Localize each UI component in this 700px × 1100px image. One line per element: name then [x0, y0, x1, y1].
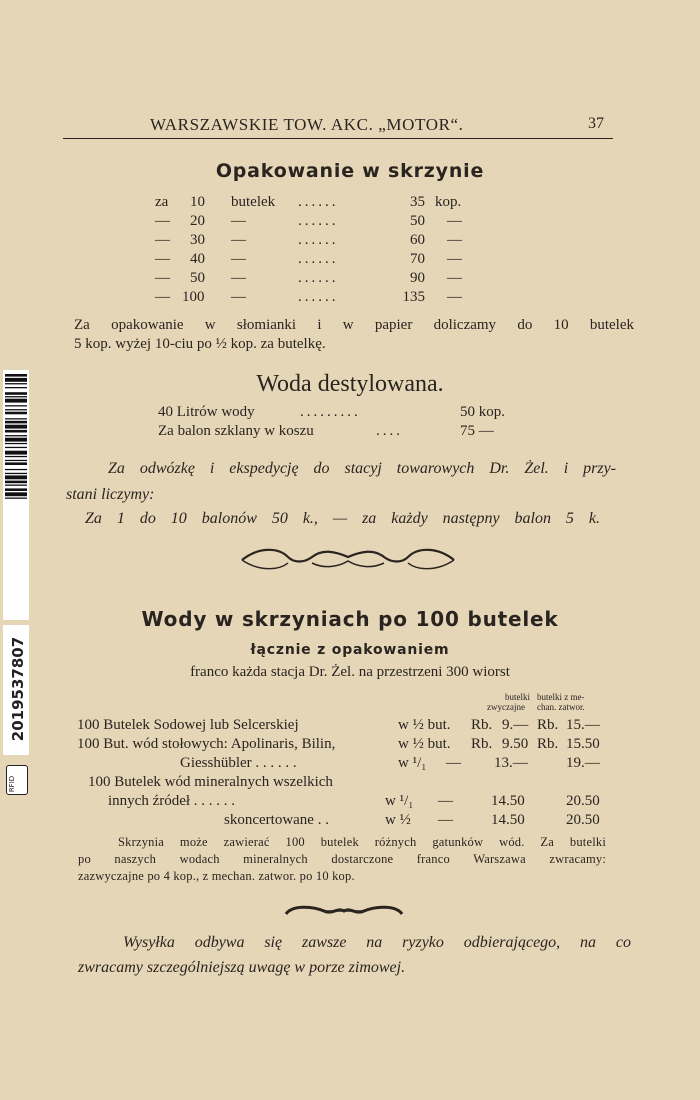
row-price-mechanical: 20.50	[566, 793, 600, 809]
barcode-stripe	[5, 438, 27, 442]
crates-title: Wody w skrzyniach po 100 butelek	[141, 607, 559, 631]
row-qty: 30	[190, 232, 205, 248]
barcode-number-text: 2019537807	[9, 636, 27, 742]
column-header-line: chan. zatwor.	[537, 702, 585, 712]
row-name: 100 But. wód stołowych: Apolinaris, Bilin,	[77, 736, 336, 752]
barcode-stripe	[5, 387, 27, 388]
column-header-line: butelki z me-	[537, 692, 585, 702]
shipping-line-2: stani liczymy:	[66, 486, 155, 503]
barcode-stripe	[5, 447, 27, 448]
row-name: 100 Butelek wód mineralnych wszelkich	[88, 774, 333, 790]
barcode-stripe	[5, 481, 27, 484]
row-suffix: —	[447, 213, 462, 229]
row-value: 75 —	[460, 423, 494, 439]
row-prefix: —	[155, 232, 170, 248]
row-qty: 20	[190, 213, 205, 229]
row-qty: 40	[190, 251, 205, 267]
barcode-stripe	[5, 473, 27, 474]
row-name: innych źródeł . . . . . .	[108, 793, 236, 809]
row-price-mechanical: 19.—	[566, 755, 600, 771]
row-prefix: —	[155, 270, 170, 286]
row-prefix: —	[155, 251, 170, 267]
row-suffix: —	[447, 289, 462, 305]
barcode-stripe	[5, 412, 27, 415]
barcode-stripe	[5, 396, 27, 397]
rfid-icon	[6, 765, 28, 795]
barcode-stripe	[5, 392, 27, 395]
barcode-stripe	[5, 430, 27, 433]
row-prefix: —	[155, 289, 170, 305]
ornament-divider	[238, 543, 458, 577]
row-price-regular: 13.—	[494, 755, 528, 771]
row-price-mechanical: 20.50	[566, 812, 600, 828]
packing-price-list	[155, 193, 495, 313]
header-rule	[63, 138, 613, 139]
barcode-stripe	[5, 485, 27, 486]
barcode-stripe	[5, 418, 27, 419]
row-rb1: —	[438, 812, 453, 828]
barcode-stripe	[5, 488, 27, 491]
column-header-mechanical	[537, 692, 585, 712]
row-unit: butelek	[231, 194, 276, 210]
distilled-price-list	[158, 403, 528, 443]
row-unit: —	[231, 251, 246, 267]
packing-note-line-2: 5 kop. wyżej 10-ciu po ½ kop. za butelkę.	[74, 336, 326, 352]
row-dots: ......	[298, 213, 339, 229]
row-value: 50 kop.	[460, 404, 505, 420]
barcode-stripe	[5, 378, 27, 382]
row-dots: ......	[298, 289, 339, 305]
row-dots: ......	[298, 232, 339, 248]
barcode-stripe	[5, 475, 27, 479]
crates-note-line-1: Skrzynia może zawierać 100 butelek różnych gatunków wód. Za butelki	[118, 835, 606, 849]
closing-line-2: zwracamy szczególniejszą uwagę w porze zimowej.	[78, 959, 406, 976]
row-price: 60	[410, 232, 425, 248]
row-dots: ......	[298, 251, 339, 267]
row-price-regular: 14.50	[491, 793, 525, 809]
row-dots: ......	[298, 270, 339, 286]
row-unit: —	[231, 213, 246, 229]
row-qty: 100	[182, 289, 205, 305]
row-size: w ½ but.	[398, 736, 451, 752]
row-suffix: —	[447, 251, 462, 267]
barcode-stripe	[5, 443, 27, 444]
row-price: 35	[410, 194, 425, 210]
row-rb1: Rb.	[471, 736, 493, 752]
barcode-stripe	[5, 462, 27, 465]
packing-note-line-1: Za opakowanie w słomianki i w papier doliczamy do 10 butelek	[74, 317, 634, 333]
barcode-stripe	[5, 492, 27, 496]
row-dots: ....	[376, 423, 403, 439]
barcode-number	[3, 625, 29, 755]
page-number: 37	[588, 115, 604, 132]
row-price-mechanical: 15.—	[566, 717, 600, 733]
row-name: 100 Butelek Sodowej lub Selcerskiej	[77, 717, 299, 733]
shipping-line-1: Za odwózkę i ekspedycję do stacyj towarowych Dr. Żel. i przy-	[108, 460, 616, 477]
crates-note-line-2: po naszych wodach mineralnych dostarczone franco Warszawa zwracamy:	[78, 852, 606, 866]
barcode-stripe	[5, 405, 27, 406]
row-rb1: Rb.	[471, 717, 493, 733]
crates-price-table	[0, 716, 700, 826]
row-dots: ......	[298, 194, 339, 210]
barcode-stripe	[5, 383, 27, 384]
row-rb1: —	[446, 755, 461, 771]
row-size: w ¹/₁	[398, 755, 427, 771]
row-prefix: —	[155, 213, 170, 229]
barcode-stripe	[5, 425, 27, 429]
column-header-line: butelki	[505, 692, 530, 702]
crates-note-line-3: zazwyczajne po 4 kop., z mechan. zatwor. po 10 kop.	[78, 869, 355, 883]
barcode-stripe	[5, 460, 27, 461]
row-unit: —	[231, 270, 246, 286]
row-dots: .........	[300, 404, 361, 420]
row-rb1: —	[438, 793, 453, 809]
row-price-regular: 14.50	[491, 812, 525, 828]
row-size: w ½ but.	[398, 717, 451, 733]
running-title: WARSZAWSKIE TOW. AKC. „MOTOR“.	[150, 115, 464, 134]
row-suffix: —	[447, 232, 462, 248]
barcode-stripe	[5, 421, 27, 424]
row-rb2: Rb.	[537, 736, 559, 752]
row-name: skoncertowane . .	[224, 812, 329, 828]
row-label: 40 Litrów wody	[158, 404, 255, 420]
ornament-divider-small	[284, 903, 404, 919]
barcode-image	[3, 370, 29, 620]
row-unit: —	[231, 289, 246, 305]
row-suffix: kop.	[435, 194, 462, 210]
barcode-stripe	[5, 374, 27, 377]
row-unit: —	[231, 232, 246, 248]
row-size: w ¹/₁	[385, 793, 414, 809]
row-price-regular: 9.—	[502, 717, 529, 733]
shipping-line-3: Za 1 do 10 balonów 50 k., — za każdy następny balon 5 k.	[85, 510, 600, 527]
row-qty: 50	[190, 270, 205, 286]
barcode-stripe	[5, 451, 27, 455]
column-header-line: zwyczajne	[487, 702, 525, 712]
row-price: 135	[402, 289, 425, 305]
crates-subtitle: łącznie z opakowaniem	[250, 642, 450, 658]
row-price-regular: 9.50	[502, 736, 529, 752]
row-price: 90	[410, 270, 425, 286]
barcode-stripe	[5, 456, 27, 457]
row-price: 50	[410, 213, 425, 229]
barcode-stripe	[5, 399, 27, 403]
barcode-stripe	[5, 498, 27, 499]
row-name: Giesshübler . . . . . .	[180, 755, 297, 771]
row-rb2: Rb.	[537, 717, 559, 733]
packing-title: Opakowanie w skrzynie	[215, 160, 485, 182]
closing-line-1: Wysyłka odbywa się zawsze na ryzyko odbierającego, na co	[123, 934, 631, 951]
rfid-label: RFID	[8, 775, 17, 793]
crates-franco-note: franco każda stacja Dr. Żel. na przestrzeni 300 wiorst	[190, 664, 510, 680]
column-header-regular	[487, 692, 530, 712]
row-prefix: za	[155, 194, 169, 210]
row-price: 70	[410, 251, 425, 267]
row-price-mechanical: 15.50	[566, 736, 600, 752]
barcode-stripe	[5, 469, 27, 470]
distilled-title: Woda destylowana.	[256, 371, 444, 397]
row-size: w ½	[385, 812, 411, 828]
row-qty: 10	[190, 194, 205, 210]
row-label: Za balon szklany w koszu	[158, 423, 314, 439]
barcode-stripe	[5, 435, 27, 436]
barcode-stripe	[5, 409, 27, 410]
row-suffix: —	[447, 270, 462, 286]
